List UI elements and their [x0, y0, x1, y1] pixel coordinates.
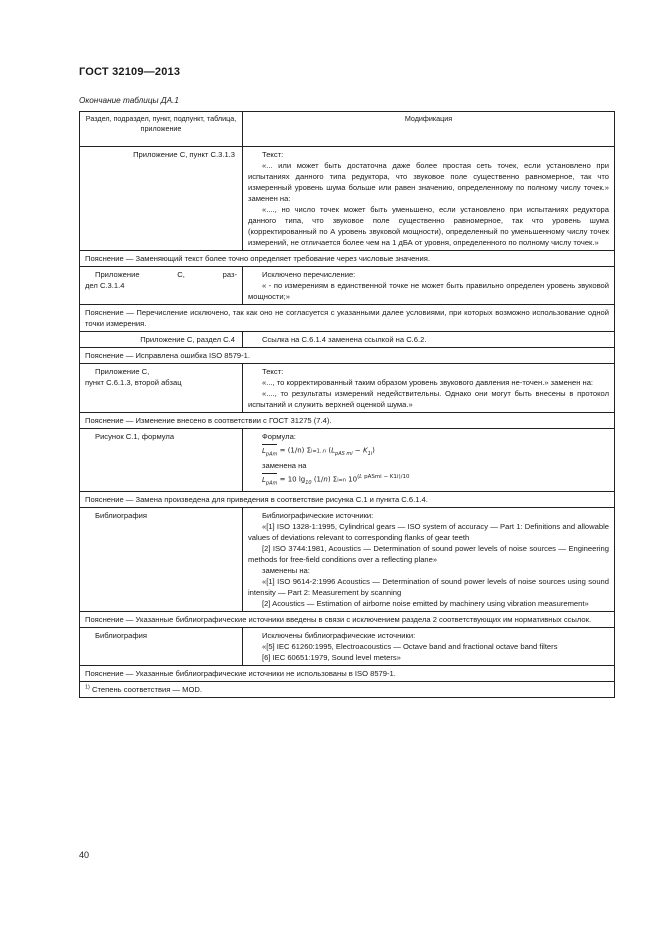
mod-line: Библиографические источники: — [262, 511, 374, 521]
note-text: Пояснение — Указанные библиографические источники не использованы в ISO 8579-1. — [80, 666, 615, 682]
row-section-label: Приложение С, — [95, 367, 150, 376]
formula-replacement: $L_{pAm} = 10$ $\lg_{10} (1/n)$ Σi=n $10^{(L pASmi - K1i)/10}$ — [262, 474, 410, 487]
mod-line: заменены на: — [262, 566, 310, 576]
table-caption: Окончание таблицы ДА.1 — [79, 96, 179, 105]
table-row — [80, 429, 615, 492]
mod-line: Исключено перечисление: — [262, 270, 356, 279]
table-row — [80, 332, 615, 348]
row-modification — [243, 147, 615, 251]
page-number: 40 — [79, 850, 90, 860]
mod-line: «[5] IEC 61260:1995, Electroacoustics — Octave band and fractional octave band filters — [262, 642, 558, 652]
mod-line: Текст: — [262, 367, 284, 376]
row-section-label: Библиография — [95, 511, 147, 521]
row-section-label: Приложение С, пункт С.3.1.3 — [133, 150, 235, 159]
note-text: Пояснение — Изменение внесено в соответствии с ГОСТ 31275 (7.4). — [80, 413, 615, 429]
note-text: Пояснение — Перечисление исключено, так как оно не согласуется с указанными далее условиями, при которых возможно использование одной точки измерения. — [80, 305, 615, 332]
note-text: Пояснение — Указанные библиографические источники введены в связи с исключением раздела 2 соответствующих им нормативных ссылок. — [80, 612, 615, 628]
mod-line: « - по измерениям в единственной точке не может быть правильно определен уровень звуковой мощности;» — [248, 281, 609, 301]
col2-header: Модификация — [243, 112, 615, 147]
note-row — [80, 666, 615, 682]
note-row — [80, 348, 615, 364]
table-row — [80, 147, 615, 251]
row-modification — [243, 508, 615, 612]
table-row — [80, 508, 615, 612]
note-row — [80, 251, 615, 267]
mod-line: «..., то корректированный таким образом уровень звукового давления не-точен.» заменен на: — [262, 378, 594, 387]
footnote-text: Степень соответствия — MOD. — [92, 685, 202, 695]
row-modification — [243, 628, 615, 666]
col1-header: Раздел, подраздел, пункт, подпункт, таблица, приложение — [80, 112, 243, 147]
mod-line: «...., но число точек может быть уменьшено, если установлено при испытаниях редуктора данного типа, что звуковое поле существенно равномерное, так что уровень шума (корректированный по А уровень звуковой мощности), определенный по уменьшенному числу точек измерений, не отличается более чем на 1 дБА от уровня, определенного по полному числу точек.» — [248, 205, 609, 247]
mod-line: «... или может быть достаточна даже более простая сеть точек, если установлено при испытаниях данного типа редуктора, что звуковое поле существенно равномерное, так что измеренный уровень шума больше или равен значению, определенному по полному числу точек.» заменен на: — [248, 161, 609, 203]
mod-line: [2] ISO 3744:1981, Acoustics — Determination of sound power levels of noise sources — Engineering methods for free-field conditions over a reflecting plane» — [248, 544, 609, 565]
modification-table — [79, 111, 615, 698]
row-section-label: Приложение С, раз- — [95, 270, 237, 279]
mod-line: Исключены библиографические источники: — [262, 631, 416, 641]
row-modification — [243, 364, 615, 413]
row-section-label: дел С.3.1.4 — [85, 281, 125, 290]
row-section-label: Приложение С, раздел С.4 — [140, 335, 235, 344]
note-text: Пояснение — Замена произведена для приведения в соответствие рисунка С.1 и пункта С.6.1.4. — [80, 492, 615, 508]
row-section-label: пункт С.6.1.3, второй абзац — [85, 378, 182, 387]
mod-line: [2] Acoustics — Estimation of airborne noise emitted by machinery using vibration measurement» — [262, 599, 589, 609]
row-modification — [243, 267, 615, 305]
table-row — [80, 364, 615, 413]
table-row — [80, 267, 615, 305]
mod-line: Ссылка на С.6.1.4 заменена ссылкой на С.6.2. — [262, 335, 427, 344]
mod-line: «...., то результаты измерений недействительны. Однако они могут быть внесены в протокол испытаний и служить верхней оценкой шума.» — [248, 389, 609, 409]
mod-line: «[1] ISO 1328-1:1995, Cylindrical gears — ISO system of accuracy — Part 1: Definitions and allowable values of deviations relevant to corresponding flanks of gear teeth — [248, 522, 609, 543]
mod-line: Текст: — [262, 150, 284, 159]
note-row — [80, 612, 615, 628]
row-section-label: Библиография — [95, 631, 147, 641]
note-row — [80, 413, 615, 429]
footnote-row — [80, 682, 615, 698]
row-section-label: Рисунок С.1, формула — [95, 432, 175, 441]
note-row — [80, 305, 615, 332]
table-row — [80, 628, 615, 666]
mod-line: заменена на — [262, 461, 307, 471]
note-row — [80, 492, 615, 508]
document-header: ГОСТ 32109—2013 — [79, 66, 181, 78]
formula-original: $L_{pAm} = (1/n)$ Σi=1..n $(L_{pAS mi} - K_{1i})$ — [262, 444, 609, 458]
table-header-row — [80, 112, 615, 147]
note-text: Пояснение — Заменяющий текст более точно определяет требование через числовые значения. — [80, 251, 615, 267]
mod-line: «[1] ISO 9614-2:1996 Acoustics — Determination of sound power levels of noise sources using sound intensity — Part 2: Measurement by scanning — [248, 577, 609, 598]
mod-line: [6] IEC 60651:1979, Sound level meters» — [262, 653, 401, 663]
note-text: Пояснение — Исправлена ошибка ISO 8579-1. — [80, 348, 615, 364]
row-modification — [243, 429, 615, 492]
mod-line: Формула: — [262, 432, 296, 441]
footnote-mark: 1) — [85, 684, 90, 691]
